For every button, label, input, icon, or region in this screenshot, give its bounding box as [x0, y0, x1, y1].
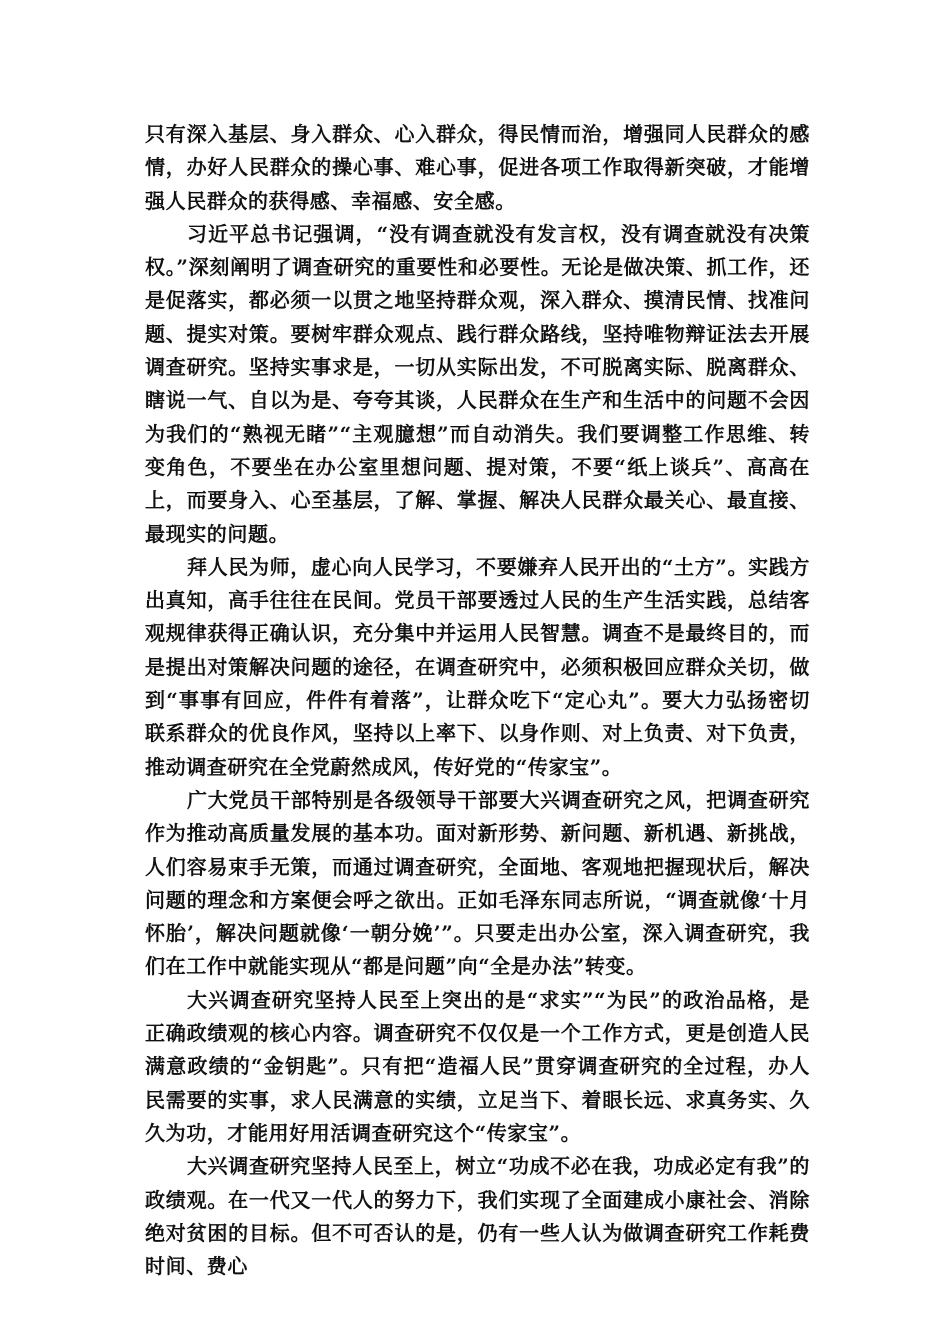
document-body — [145, 118, 810, 1283]
paragraph-3: 拜人民为师，虚心向人民学习，不要嫌弃人民开出的“土方”。实践方出真知，高手往往在民间。党员干部要透过人民的生产生活实践，总结客观规律获得正确认识，充分集中并运用人民智慧。调查不是最终目的，而是提出对策解决问题的途径，在调查研究中，必须积极回应群众关切，做到“事事有回应，件件有着落”，让群众吃下“定心丸”。要大力弘扬密切联系群众的优良作风，坚持以上率下、以身作则、对上负责、对下负责，推动调查研究在全党蔚然成风，传好党的“传家宝”。 — [145, 554, 810, 779]
paragraph-4: 广大党员干部特别是各级领导干部要大兴调查研究之风，把调查研究作为推动高质量发展的基本功。面对新形势、新问题、新机遇、新挑战，人们容易束手无策，而通过调查研究，全面地、客观地把握现状后，解决问题的理念和方案便会呼之欲出。正如毛泽东同志所说，“调查就像‘十月怀胎’，解决问题就像‘一朝分娩’”。只要走出办公室，深入调查研究，我们在工作中就能实现从“都是问题”向“全是办法”转变。 — [145, 787, 810, 979]
paragraph-1: 只有深入基层、身入群众、心入群众，得民情而治，增强同人民群众的感情，办好人民群众的操心事、难心事，促进各项工作取得新突破，才能增强人民群众的获得感、幸福感、安全感。 — [145, 122, 810, 213]
paragraph-6: 大兴调查研究坚持人民至上，树立“功成不必在我，功成必定有我”的政绩观。在一代又一代人的努力下，我们实现了全面建成小康社会、消除绝对贫困的目标。但不可否认的是，仍有一些人认为做调查研究工作耗费时间、费心 — [145, 1154, 810, 1279]
paragraph-2: 习近平总书记强调，“没有调查就没有发言权，没有调查就没有决策权。”深刻阐明了调查研究的重要性和必要性。无论是做决策、抓工作，还是促落实，都必须一以贯之地坚持群众观，深入群众、摸清民情、找准问题、提实对策。要树牢群众观点、践行群众路线，坚持唯物辩证法去开展调查研究。坚持实事求是，一切从实际出发，不可脱离实际、脱离群众、瞎说一气、自以为是、夸夸其谈，人民群众在生产和生活中的问题不会因为我们的“熟视无睹”“主观臆想”而自动消失。我们要调整工作思维、转变角色，不要坐在办公室里想问题、提对策，不要“纸上谈兵”、高高在上，而要身入、心至基层，了解、掌握、解决人民群众最关心、最直接、最现实的问题。 — [145, 221, 810, 546]
paragraph-5: 大兴调查研究坚持人民至上突出的是“求实”“为民”的政治品格，是正确政绩观的核心内容。调查研究不仅仅是一个工作方式，更是创造人民满意政绩的“金钥匙”。只有把“造福人民”贯穿调查研究的全过程，办人民需要的实事，求人民满意的实绩，立足当下、着眼长远、求真务实、久久为功，才能用好用活调查研究这个“传家宝”。 — [145, 987, 810, 1145]
